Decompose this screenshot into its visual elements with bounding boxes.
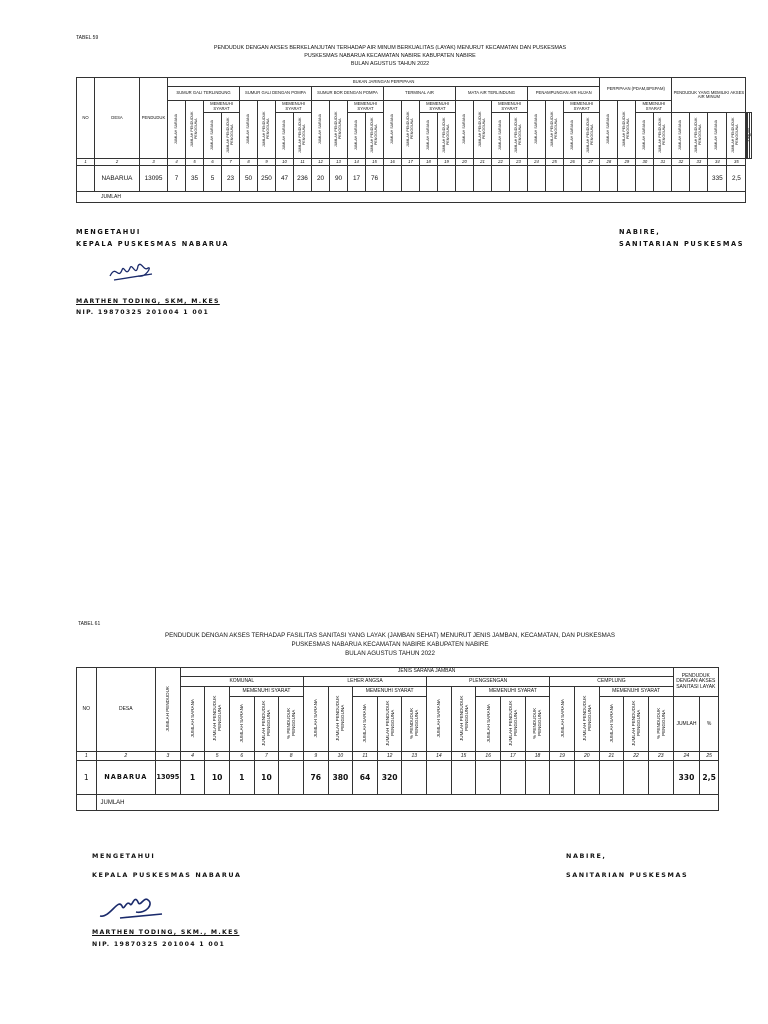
col-number: 12 — [312, 159, 330, 166]
col-number: 23 — [510, 159, 528, 166]
header-memenuhi: MEMENUHI SYARAT — [276, 101, 312, 113]
cell — [427, 761, 452, 795]
header-group: KOMUNAL — [180, 677, 303, 687]
table2-title — [120, 631, 660, 658]
cell — [492, 166, 510, 192]
header-jumlah-penduduk-pengguna: JUMLAH PENDUDUK PENGGUNA — [261, 700, 272, 746]
header-no: NO — [77, 668, 97, 752]
col-number: 7 — [222, 159, 240, 166]
table1-number-row — [77, 159, 752, 166]
sign-line: KEPALA PUSKESMAS NABARUA — [92, 871, 242, 879]
cell: 35 — [186, 166, 204, 192]
header-jumlah-penduduk: JUMLAH PENDUDUK PENGGUNA — [477, 111, 486, 147]
sign-line: KEPALA PUSKESMAS NABARUA — [76, 240, 230, 248]
col-number: 16 — [384, 159, 402, 166]
header-jumlah-sarana: JUMLAH SARANA — [173, 113, 178, 145]
col-number: 8 — [240, 159, 258, 166]
header-penduduk: PENDUDUK — [140, 78, 168, 159]
cell: 90 — [330, 166, 348, 192]
header-jumlah-penduduk: JUMLAH PENDUDUK PENGGUNA — [369, 117, 378, 153]
header-no: NO — [77, 78, 95, 159]
cell — [476, 761, 501, 795]
cell — [402, 166, 420, 192]
cell-desa: NABARUA — [95, 166, 140, 192]
header-jumlah-sarana: JUMLAH SARANA — [569, 119, 574, 151]
col-number: 29 — [618, 159, 636, 166]
table2-title-line: BULAN AGUSTUS TAHUN 2022 — [345, 650, 435, 657]
header-memenuhi: MEMENUHI SYARAT — [564, 101, 600, 113]
table2-title-line: PENDUDUK DENGAN AKSES TERHADAP FASILITAS SANITASI YANG LAYAK (JAMBAN SEHAT) MENURUT JENIS JAMBAN, KECAMATAN, DAN PUSKESMAS — [164, 632, 616, 639]
header-jumlah-sarana: JUMLAH SARANA — [190, 698, 195, 738]
col-number: 25 — [700, 752, 719, 761]
table1-title-line: PUSKESMAS NABARUA KECAMATAN NABIRE KABUPATEN NABIRE — [304, 53, 476, 59]
col-number: 35 — [727, 159, 746, 166]
header-jumlah-penduduk: JUMLAH PENDUDUK PENGGUNA — [731, 117, 740, 153]
header-jumlah-penduduk: JUMLAH PENDUDUK — [165, 685, 171, 732]
header-jumlah-penduduk: JUMLAH PENDUDUK PENGGUNA — [261, 111, 270, 147]
signer-nip: NIP. 19870325 201004 1 001 — [76, 309, 210, 316]
cell — [501, 761, 526, 795]
signer-name: MARTHEN TODING, SKM., M.KES — [92, 929, 240, 936]
col-number: 33 — [690, 159, 708, 166]
col-number: 21 — [599, 752, 624, 761]
cell: 76 — [366, 166, 384, 192]
header-group: SUMUR BOR DENGAN POMPA — [312, 87, 384, 101]
signature-scribble — [96, 888, 168, 924]
header-memenuhi: MEMENUHI SYARAT — [599, 687, 673, 697]
header-desa: DESA — [96, 668, 156, 752]
header-jumlah-sarana: JUMLAH SARANA — [714, 119, 719, 151]
col-number: 4 — [180, 752, 205, 761]
cell: 13095 — [156, 761, 181, 795]
col-number: 25 — [546, 159, 564, 166]
col-number: 20 — [456, 159, 474, 166]
col-number: 16 — [476, 752, 501, 761]
col-number: 27 — [582, 159, 600, 166]
cell: 7 — [168, 166, 186, 192]
cell: 1 — [180, 761, 205, 795]
signer-nip: NIP. 19870325 201004 1 001 — [92, 941, 226, 948]
col-number: 34 — [708, 159, 727, 166]
col-number: 23 — [648, 752, 673, 761]
cell — [451, 761, 476, 795]
cell: 250 — [258, 166, 276, 192]
col-number: 8 — [279, 752, 304, 761]
col-number: 30 — [636, 159, 654, 166]
cell-no: 1 — [77, 761, 97, 795]
header-group: LEHER ANGSA — [303, 677, 426, 687]
header-jumlah-penduduk: JUMLAH PENDUDUK PENGGUNA — [513, 117, 522, 153]
table1 — [76, 77, 752, 203]
header-jumlah-sarana: JUMLAH SARANA — [317, 113, 322, 145]
sign-line: MENGETAHUI — [76, 228, 141, 236]
cell: 380 — [328, 761, 353, 795]
header-memenuhi: MEMENUHI SYARAT — [476, 687, 550, 697]
table2-sign-right — [566, 847, 688, 885]
cell: 76 — [303, 761, 328, 795]
col-number: 12 — [377, 752, 402, 761]
col-number: 19 — [438, 159, 456, 166]
col-number: 24 — [528, 159, 546, 166]
cell — [77, 166, 95, 192]
col-number: 28 — [600, 159, 618, 166]
header-jumlah-penduduk-pengguna: JUMLAH PENDUDUK PENGGUNA — [384, 700, 395, 746]
col-number: 18 — [525, 752, 550, 761]
header-jumlah-sarana: JUMLAH SARANA — [485, 703, 491, 743]
col-number: 24 — [673, 752, 700, 761]
col-number: 5 — [186, 159, 204, 166]
header-jumlah-penduduk: JUMLAH PENDUDUK PENGGUNA — [585, 117, 594, 153]
cell — [420, 166, 438, 192]
header-jumlah-sarana: JUMLAH SARANA — [608, 703, 614, 743]
table2-total-row — [77, 795, 719, 811]
table1-sign-right — [619, 226, 744, 250]
signature-scribble — [108, 258, 156, 284]
col-number: 9 — [303, 752, 328, 761]
total-label: JUMLAH — [96, 795, 719, 811]
cell — [636, 166, 654, 192]
header-akses: PENDUDUK YANG MEMILIKI AKSES AIR MINUM — [672, 78, 746, 113]
cell-jumlah: 335 — [708, 166, 727, 192]
col-number: 13 — [330, 159, 348, 166]
cell — [672, 166, 690, 192]
cell — [624, 761, 649, 795]
header-jumlah-penduduk: JUMLAH PENDUDUK PENGGUNA — [333, 111, 342, 147]
col-number: 7 — [254, 752, 279, 761]
cell: 47 — [276, 166, 294, 192]
col-number: 14 — [427, 752, 452, 761]
header-group: SUMUR GALI TERLINDUNG — [168, 87, 240, 101]
col-number: 2 — [96, 752, 156, 761]
table2-sign-left — [92, 847, 242, 885]
header-persen-pengguna: % PENDUDUK PENGGUNA — [286, 707, 297, 739]
col-number: 13 — [402, 752, 427, 761]
cell: 17 — [348, 166, 366, 192]
header-jumlah-sarana: JUMLAH SARANA — [559, 698, 565, 738]
cell: 10 — [205, 761, 230, 795]
cell — [546, 166, 564, 192]
header-memenuhi: MEMENUHI SYARAT — [204, 101, 240, 113]
header-bukan-perpipaan: BUKAN JARINGAN PERPIPAAN — [168, 78, 600, 87]
header-desa: DESA — [95, 78, 140, 159]
col-number: 15 — [451, 752, 476, 761]
header-akses: PENDUDUK DENGAN AKSES SANITASI LAYAK — [673, 668, 718, 697]
cell — [510, 166, 528, 192]
header-jumlah-penduduk: JUMLAH PENDUDUK PENGGUNA — [441, 117, 450, 153]
header-group: PLENGSENGAN — [427, 677, 550, 687]
col-number: 31 — [654, 159, 672, 166]
header-memenuhi: MEMENUHI SYARAT — [636, 101, 672, 113]
cell — [690, 166, 708, 192]
cell — [474, 166, 492, 192]
table1-sign-left — [76, 226, 229, 250]
cell — [279, 761, 304, 795]
header-memenuhi: MEMENUHI SYARAT — [229, 687, 303, 697]
cell: 20 — [312, 166, 330, 192]
header-jumlah-penduduk: JUMLAH PENDUDUK PENGGUNA — [297, 117, 306, 153]
header-jumlah-sarana: JUMLAH SARANA — [436, 698, 442, 738]
cell — [564, 166, 582, 192]
header-jumlah-sarana: JUMLAH SARANA — [641, 119, 646, 151]
header-group: PENAMPUNGAN AIR HUJAN — [528, 87, 600, 101]
header-jumlah-penduduk-pengguna: JUMLAH PENDUDUK PENGGUNA — [507, 700, 518, 746]
header-memenuhi: MEMENUHI SYARAT — [420, 101, 456, 113]
header-jumlah-penduduk-pengguna: JUMLAH PENDUDUK PENGGUNA — [631, 700, 642, 746]
header-persen-pengguna: % PENDUDUK PENGGUNA — [532, 707, 543, 739]
col-number: 10 — [328, 752, 353, 761]
header-jumlah-sarana: JUMLAH SARANA — [245, 113, 250, 145]
col-number: 1 — [77, 752, 97, 761]
col-number: 32 — [672, 159, 690, 166]
cell — [582, 166, 600, 192]
col-number: 2 — [95, 159, 140, 166]
table1-label: TABEL 59 — [76, 35, 99, 41]
cell: 1 — [229, 761, 254, 795]
header-jumlah-penduduk-pengguna: JUMLAH PENDUDUK PENGGUNA — [581, 695, 592, 741]
header-jumlah-penduduk: JUMLAH PENDUDUK PENGGUNA — [549, 111, 558, 147]
header-jumlah-penduduk-pengguna: JUMLAH PENDUDUK PENGGUNA — [335, 695, 346, 741]
col-number: 22 — [624, 752, 649, 761]
header-jumlah-penduduk: JUMLAH PENDUDUK PENGGUNA — [693, 117, 702, 153]
header-jumlah-sarana: JUMLAH SARANA — [425, 119, 430, 151]
cell — [648, 761, 673, 795]
header-persen — [750, 133, 751, 136]
header-jumlah-sarana: JUMLAH SARANA — [353, 119, 358, 151]
sign-line: SANITARIAN PUSKESMAS — [566, 871, 689, 879]
col-number: 3 — [140, 159, 168, 166]
cell: 50 — [240, 166, 258, 192]
header-persen: % — [700, 697, 719, 752]
cell — [456, 166, 474, 192]
cell — [599, 761, 624, 795]
col-number: 26 — [564, 159, 582, 166]
header-group: TERMINAL AIR — [384, 87, 456, 101]
header-jumlah-penduduk — [732, 113, 740, 157]
header-perpipaan: PERPIPAAN (PDAM,BPSPAM) — [600, 78, 672, 101]
cell — [438, 166, 456, 192]
table1-title — [150, 44, 630, 68]
header-jenis: JENIS SARANA JAMBAN — [180, 668, 673, 677]
header-jumlah-sarana: JUMLAH SARANA — [497, 119, 502, 151]
header-persen-pengguna: % PENDUDUK PENGGUNA — [409, 707, 420, 739]
cell — [600, 166, 618, 192]
header-jumlah-penduduk: JUMLAH PENDUDUK PENGGUNA — [405, 111, 414, 147]
header-jumlah-penduduk: JUMLAH PENDUDUK PENGGUNA — [657, 117, 666, 153]
table2-number-row — [77, 752, 719, 761]
header-jumlah-sarana — [715, 120, 719, 150]
header-memenuhi: MEMENUHI SYARAT — [348, 101, 384, 113]
col-number: 17 — [501, 752, 526, 761]
col-number: 11 — [353, 752, 378, 761]
cell — [574, 761, 599, 795]
table-row — [77, 166, 752, 192]
col-number: 6 — [229, 752, 254, 761]
cell: 320 — [377, 761, 402, 795]
col-number: 3 — [156, 752, 181, 761]
col-number: 14 — [348, 159, 366, 166]
header-jumlah-sarana: JUMLAH SARANA — [533, 113, 538, 145]
header-jumlah: JUMLAH — [673, 697, 700, 752]
header-jumlah-sarana: JUMLAH SARANA — [239, 703, 245, 743]
cell: 5 — [204, 166, 222, 192]
table1-total-row — [77, 192, 752, 203]
cell — [618, 166, 636, 192]
header-jumlah-sarana: JUMLAH SARANA — [677, 119, 682, 151]
header-memenuhi: MEMENUHI SYARAT — [353, 687, 427, 697]
table1-title-line: BULAN AGUSTUS TAHUN 2022 — [350, 61, 430, 67]
header-group: CEMPLUNG — [550, 677, 673, 687]
table-row — [77, 761, 719, 795]
col-number: 19 — [550, 752, 575, 761]
col-number: 6 — [204, 159, 222, 166]
header-jumlah-sarana: JUMLAH SARANA — [461, 113, 466, 145]
header-jumlah-sarana: JUMLAH SARANA — [313, 698, 319, 738]
col-number: 21 — [474, 159, 492, 166]
sign-line: SANITARIAN PUSKESMAS — [619, 240, 745, 248]
cell — [402, 761, 427, 795]
cell — [384, 166, 402, 192]
header-jumlah-penduduk-pengguna: JUMLAH PENDUDUK PENGGUNA — [458, 695, 469, 741]
col-number: 1 — [77, 159, 95, 166]
cell — [525, 761, 550, 795]
table1-title-line: PENDUDUK DENGAN AKSES BERKELANJUTAN TERHADAP AIR MINUM BERKUALITAS (LAYAK) MENURUT KECAMATAN DAN PUSKESMAS — [213, 45, 567, 51]
signer-name: MARTHEN TODING, SKM, M.KES — [76, 298, 220, 305]
cell: 23 — [222, 166, 240, 192]
header-jumlah-sarana: JUMLAH SARANA — [362, 703, 368, 743]
col-number: 15 — [366, 159, 384, 166]
header-jumlah-penduduk: JUMLAH PENDUDUK PENGGUNA — [189, 111, 198, 147]
cell — [550, 761, 575, 795]
cell: 64 — [353, 761, 378, 795]
col-number: 20 — [574, 752, 599, 761]
cell-jumlah: 330 — [673, 761, 700, 795]
sign-line: NABIRE, — [566, 852, 607, 860]
header-jumlah-sarana: JUMLAH SARANA — [605, 113, 610, 145]
header-jumlah-penduduk: JUMLAH PENDUDUK PENGGUNA — [621, 111, 630, 147]
total-label: JUMLAH — [77, 192, 746, 203]
table2-title-line: PUSKESMAS NABARUA KECAMATAN NABIRE KABUPATEN NABIRE — [291, 641, 489, 648]
cell: 236 — [294, 166, 312, 192]
header-persen-pengguna: % PENDUDUK PENGGUNA — [655, 707, 666, 739]
cell-desa: NABARUA — [96, 761, 156, 795]
header-jumlah-penduduk-pengguna: JUMLAH PENDUDUK PENGGUNA — [212, 695, 223, 741]
col-number: 17 — [402, 159, 420, 166]
col-number: 5 — [205, 752, 230, 761]
col-number: 4 — [168, 159, 186, 166]
cell-persen: 2,5 — [700, 761, 719, 795]
cell — [528, 166, 546, 192]
cell: 10 — [254, 761, 279, 795]
col-number: 18 — [420, 159, 438, 166]
table2 — [76, 667, 719, 811]
sign-line: MENGETAHUI — [92, 852, 156, 860]
cell: 13095 — [140, 166, 168, 192]
col-number: 22 — [492, 159, 510, 166]
col-number: 10 — [276, 159, 294, 166]
col-number: 9 — [258, 159, 276, 166]
header-jumlah-sarana: JUMLAH SARANA — [281, 119, 286, 151]
header-memenuhi: MEMENUHI SYARAT — [492, 101, 528, 113]
header-group: SUMUR GALI DENGAN POMPA — [240, 87, 312, 101]
col-number: 11 — [294, 159, 312, 166]
sign-line: NABIRE, — [619, 228, 661, 236]
cell — [654, 166, 672, 192]
cell-persen: 2,5 — [727, 166, 746, 192]
header-group: MATA AIR TERLINDUNG — [456, 87, 528, 101]
header-jumlah-sarana: JUMLAH SARANA — [389, 113, 394, 145]
table2-label: TABEL 61 — [78, 621, 101, 627]
